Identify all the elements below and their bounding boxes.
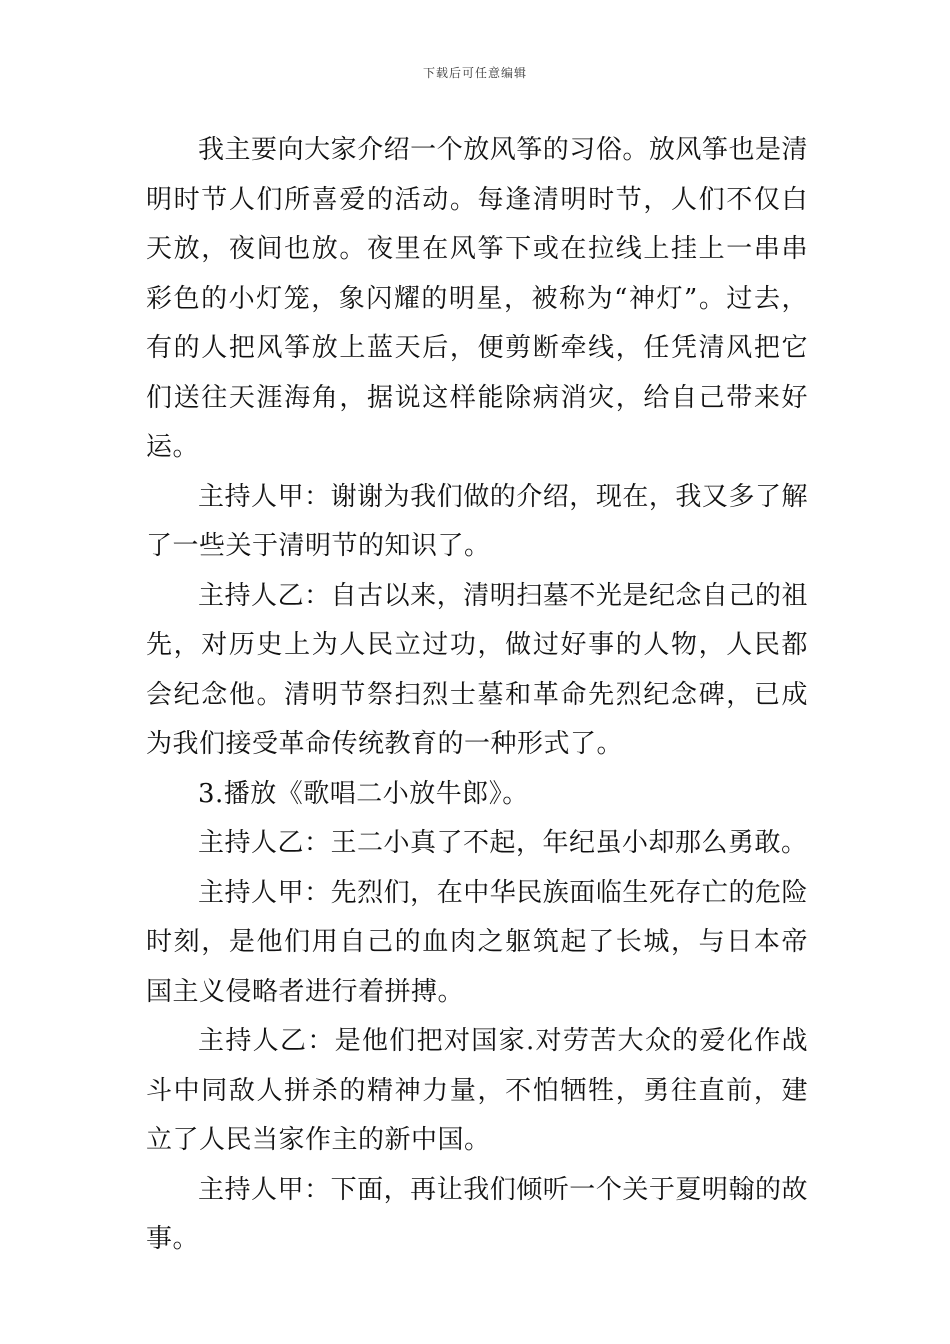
paragraph-kite-custom: 我主要向大家介绍一个放风筝的习俗。放风筝也是清明时节人们所喜爱的活动。每逢清明时节，人们不仅白天放，夜间也放。夜里在风筝下或在拉线上挂上一串串彩色的小灯笼，象闪耀的明星，被称为“神灯”。过去，有的人把风筝放上蓝天后，便剪断牵线，任凭清风把它们送往天涯海角，据说这样能除病消灾，给自己带来好运。	[146, 135, 808, 462]
document-body	[146, 126, 808, 1265]
paragraph-play-song: 3.播放《歌唱二小放牛郎》。	[198, 778, 529, 809]
paragraph-host-a-martyrs: 主持人甲：先烈们，在中华民族面临生死存亡的危险时刻，是他们用自己的血肉之躯筑起了长城，与日本帝国主义侵略者进行着拼搏。	[146, 877, 808, 1007]
paragraph-host-a-thanks: 主持人甲：谢谢为我们做的介绍，现在，我又多了解了一些关于清明节的知识了。	[146, 481, 808, 561]
paragraph-host-b-wang-erxiao: 主持人乙：王二小真了不起，年纪虽小却那么勇敢。	[198, 828, 808, 858]
paragraph-host-b-new-china: 主持人乙：是他们把对国家.对劳苦大众的爱化作战斗中同敌人拼杀的精神力量，不怕牺牲，勇往直前，建立了人民当家作主的新中国。	[146, 1026, 808, 1155]
paragraph-host-a-xia-minghan: 主持人甲：下面，再让我们倾听一个关于夏明翰的故事。	[146, 1174, 808, 1254]
paragraph-host-b-tomb-sweeping: 主持人乙：自古以来，清明扫墓不光是纪念自己的祖先，对历史上为人民立过功，做过好事的人物，人民都会纪念他。清明节祭扫烈士墓和革命先烈纪念碑，已成为我们接受革命传统教育的一种形式了。	[146, 580, 808, 759]
page-header: 下载后可任意编辑	[422, 66, 527, 80]
